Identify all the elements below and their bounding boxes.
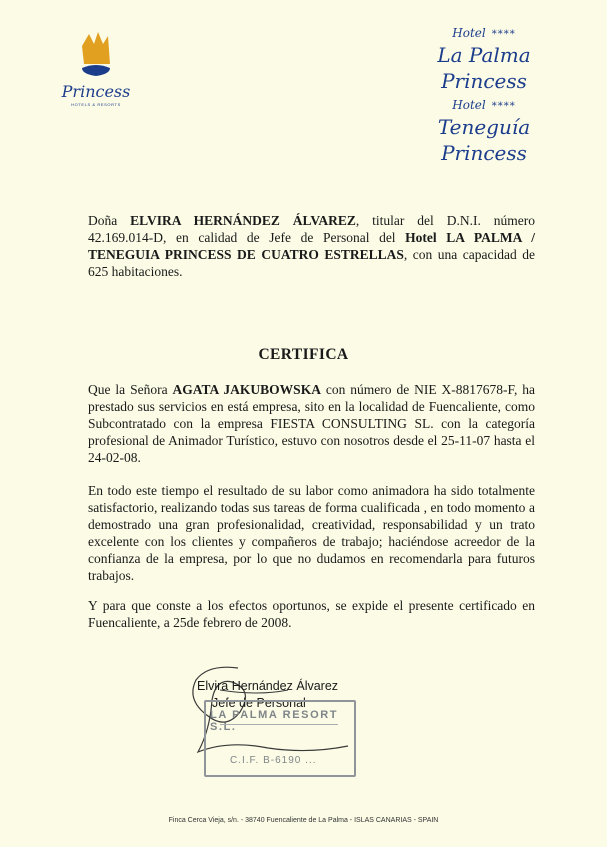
hotel-1-prefix: Hotel ****: [452, 26, 516, 40]
footer-address: Finca Cerca Vieja, s/n. - 38740 Fuencaliente de La Palma - ISLAS CANARIAS - SPAIN: [168, 817, 439, 824]
stars-icon: ****: [491, 101, 516, 112]
signatory-name: Elvira Hernández Álvarez: [197, 679, 339, 693]
stamp-cif: C.I.F. B-6190 ...: [230, 755, 317, 766]
certify-paragraph: Que la Señora AGATA JAKUBOWSKA con número de NIE X-8817678-F, ha prestado sus servicios en está empresa, sito en la localidad de Fuencaliente, como Subcontratado con la empresa FIESTA CONSULTING SL. con la categoría profesional de Animador Turístico, estuvo con nosotros desde el 25-11-07 hasta el 24-02-08.: [88, 382, 535, 465]
signatory-role: Jefe de Personal: [212, 696, 306, 710]
princess-logo: [56, 30, 136, 107]
hotel-name: Hotel LA PALMA / TENEGUIA PRINCESS DE CUATRO ESTRELLAS: [88, 230, 535, 262]
evaluation-paragraph: En todo este tiempo el resultado de su labor como animadora ha sido totalmente satisfactorio, realizando todas sus tareas de forma cualificada , en todo momento a demostrado una gran profesionalidad, creatividad, responsabilidad y un trato excelente con los clientes y compañeros de trabajo; haciéndose acreedor de la confianza de la empresa, por lo que no dudamos en recomendarla para futuros trabajos.: [88, 483, 535, 583]
issuer-name: ELVIRA HERNÁNDEZ ÁLVAREZ: [130, 213, 356, 228]
hotel-2-name: Teneguía Princess: [437, 115, 531, 165]
brand-name: Princess: [61, 82, 131, 101]
company-stamp: [204, 700, 356, 777]
crown-icon: [76, 30, 116, 80]
stamp-divider: [220, 724, 338, 751]
hotel-1-name: La Palma Princess: [437, 43, 531, 93]
closing-paragraph: Y para que conste a los efectos oportunos, se expide el presente certificado en Fuencaliente, a 25de febrero de 2008.: [88, 598, 535, 630]
hotel-names: [399, 26, 569, 170]
employee-name: AGATA JAKUBOWSKA: [172, 382, 321, 397]
hotel-2-prefix: Hotel ****: [452, 98, 516, 112]
certifica-heading: CERTIFICA: [258, 346, 349, 363]
brand-tagline: HOTELS & RESORTS: [71, 102, 121, 107]
stars-icon: ****: [491, 29, 516, 40]
stamp-company: LA PALMA RESORT S.L.: [210, 709, 339, 733]
intro-paragraph: Doña ELVIRA HERNÁNDEZ ÁLVAREZ, titular del D.N.I. número 42.169.014-D, en calidad de Jefe de Personal del Hotel LA PALMA / TENEGUIA PRINCESS DE CUATRO ESTRELLAS, con una capacidad de 625 habitaciones.: [88, 213, 535, 279]
